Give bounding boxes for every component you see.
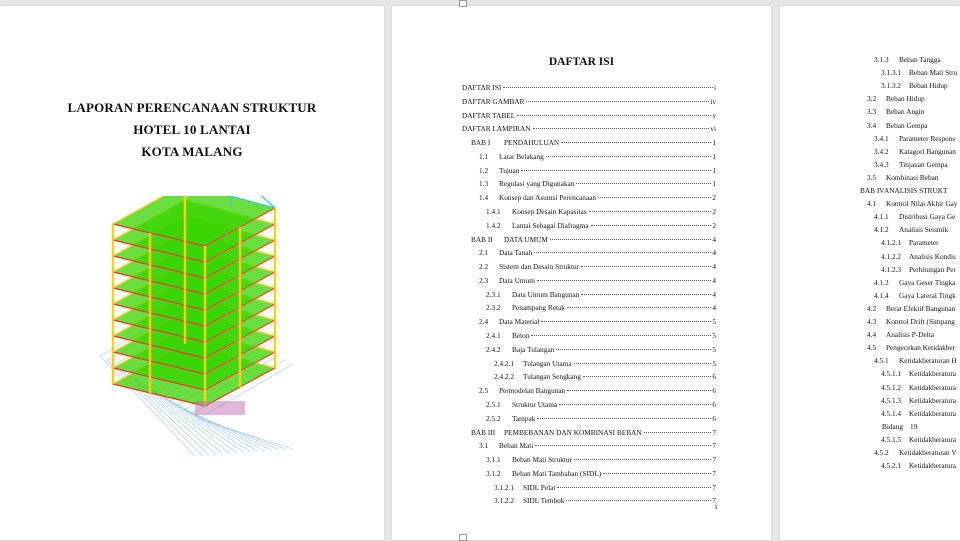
toc-entry-title: Beban Mati Tambahan (SIDL) (512, 468, 602, 478)
toc-entry-title: Beban Hidup (886, 94, 925, 104)
toc-entry[interactable] (874, 224, 948, 235)
toc-entry[interactable] (479, 275, 716, 286)
toc-entry-number: 4.5.2 (874, 448, 889, 457)
toc-entry-title: Beban Mati Stru (909, 68, 958, 78)
toc-leader-dots (583, 376, 711, 377)
toc-entry[interactable] (881, 382, 956, 393)
toc-entry[interactable] (881, 251, 956, 262)
toc-entry-title: DAFTAR TABEL (462, 110, 516, 120)
toc-continued-page (780, 6, 960, 540)
toc-entry-title: Beban Angin (886, 107, 925, 117)
toc-entry-number: 3.1.2 (486, 468, 501, 478)
toc-entry-number: 4.5.2.1 (881, 461, 902, 471)
toc-entry[interactable] (462, 110, 716, 121)
toc-entry[interactable] (881, 434, 956, 445)
toc-entry-number: 4.5.1.1 (881, 369, 902, 379)
toc-entry-number: 2.5.1 (486, 399, 501, 409)
toc-entry-title: Gaya Lateral Tingk (899, 290, 956, 300)
toc-entry-title: Parameter Respons (899, 133, 956, 143)
toc-entry[interactable] (486, 289, 716, 300)
toc-entry-number: 2.5 (479, 386, 489, 396)
cover-title-line3: KOTA MALANG (141, 144, 243, 159)
toc-leader-dots (556, 349, 711, 350)
toc-entry[interactable] (462, 123, 716, 134)
toc-entry-title: Kontrol Nilai Akhir Gay (886, 199, 958, 209)
toc-entry-number: 3.3 (867, 107, 877, 117)
toc-entry-title: Ketidakberaturan H (899, 356, 957, 366)
toc-entry-page: 7 (712, 441, 716, 451)
toc-entry[interactable] (874, 159, 948, 170)
toc-entry-title: Lantai Sebagai Diafragma (512, 220, 589, 230)
toc-entry-page: 4 (712, 303, 716, 313)
toc-entry[interactable] (494, 358, 716, 369)
toc-leader-dots (644, 432, 712, 433)
toc-entry[interactable] (486, 399, 716, 410)
toc-entry-number: 4.5.1.4 (881, 408, 902, 418)
toc-entry[interactable] (867, 342, 955, 353)
toc-entry[interactable] (881, 67, 957, 78)
toc-entry[interactable] (462, 82, 716, 93)
page-number: i (715, 502, 718, 511)
toc-entry-title: Regulasi yang Digunakan (499, 179, 575, 189)
toc-entry-number: BAB I (471, 138, 491, 148)
toc-leader-dots (576, 183, 711, 184)
toc-entry-title: Data Tanah (499, 248, 533, 258)
toc-entry[interactable] (486, 413, 716, 424)
toc-leader-dots (567, 390, 711, 391)
toc-entry-title: Ketidakberatura (909, 395, 956, 405)
toc-entry[interactable] (494, 482, 716, 493)
toc-entry-title: Beban Mati (499, 441, 534, 451)
toc-entry-number: 3.4.1 (874, 133, 889, 143)
toc-entry-title: Data Umum (499, 275, 535, 285)
toc-entry-number: 4.5.1 (874, 356, 889, 366)
toc-entry-number: 4.5.1.2 (881, 382, 902, 392)
toc-entry-title: Ketidakberatura (909, 408, 956, 418)
toc-entry-number: 4.1.1 (874, 212, 889, 222)
toc-entry[interactable] (479, 385, 716, 396)
toc-entry-title: Ketidakberatura (909, 369, 956, 379)
toc-entry-title: Konsep Desain Kapasitas (512, 207, 587, 217)
toc-entry-number: 3.4.2 (874, 146, 889, 156)
toc-entry-number: 4.5.1.5 (881, 434, 902, 444)
toc-entry-title: Beban Tangga (899, 55, 941, 64)
toc-leader-dots (557, 487, 711, 488)
toc-leader-dots (598, 197, 711, 198)
toc-entry-page: 2 (712, 193, 716, 203)
toc-entry-page: 6 (712, 386, 716, 396)
toc-entry[interactable] (874, 146, 956, 157)
toc-entry-number: 1.4.2 (486, 220, 501, 230)
toc-entry[interactable] (867, 329, 934, 340)
toc-entry-title: Distribusi Gaya Ge (899, 212, 956, 222)
toc-entry-number: 2.4.1 (486, 331, 501, 341)
toc-entry-page: 4 (712, 262, 716, 272)
toc-entry[interactable] (867, 198, 958, 209)
toc-entry[interactable] (479, 178, 716, 189)
toc-entry-number: 2.4.2 (486, 344, 501, 354)
toc-leader-dots (517, 115, 711, 116)
toc-leader-dots (541, 321, 711, 322)
toc-entry-title: Ketidakberaturan V (899, 448, 957, 457)
toc-leader-dots (546, 156, 712, 157)
toc-entry-title: Penampang Retak (512, 303, 565, 313)
toc-entry[interactable] (874, 277, 955, 288)
toc-entry[interactable] (486, 454, 716, 465)
toc-entry-page: 5 (712, 317, 716, 327)
toc-entry[interactable] (881, 460, 956, 471)
toc-entry-number: BAB III (471, 427, 496, 437)
toc-leader-dots (550, 239, 712, 240)
toc-entry[interactable] (479, 440, 716, 451)
toc-entry[interactable] (486, 220, 716, 231)
toc-entry-title: Berat Efektif Bangunan (886, 303, 956, 313)
toc-entry-title: Tinjauan Gempa (899, 159, 948, 169)
toc-entry-page: 1 (712, 165, 716, 175)
toc-entry[interactable] (874, 447, 957, 458)
toc-entry-number: 4.1 (867, 199, 877, 209)
toc-entry[interactable] (860, 185, 947, 196)
toc-entry[interactable] (479, 151, 716, 162)
toc-entry-number: 1.3 (479, 179, 489, 189)
toc-entry[interactable] (881, 368, 956, 379)
toc-entry-title: Beban Hidup (909, 81, 948, 91)
toc-entry-number: 3.1 (479, 441, 489, 451)
toc-entry-title: Ketidakberatura (909, 461, 956, 471)
toc-entry-number: 2.5.2 (486, 413, 501, 423)
cover-title-line2: HOTEL 10 LANTAI (133, 122, 251, 137)
toc-entry-page: 7 (712, 482, 716, 492)
toc-entry[interactable] (486, 468, 716, 479)
toc-entry[interactable] (881, 80, 948, 91)
toc-entry-title: Analisis P-Delta (886, 330, 935, 340)
toc-entry-number: 1.4 (479, 193, 489, 203)
toc-entry[interactable] (881, 408, 956, 419)
toc-entry-number: 2.3 (479, 275, 489, 285)
toc-entry[interactable] (867, 120, 928, 131)
toc-entry[interactable] (867, 172, 939, 183)
toc-leader-dots (537, 280, 711, 281)
toc-entry-page: 2 (712, 220, 716, 230)
toc-entry[interactable] (462, 96, 716, 107)
toc-entry-number: 3.4 (867, 120, 877, 130)
toc-entry-number: 3.5 (867, 172, 877, 182)
toc-entry-number: 2.3.1 (486, 289, 501, 299)
toc-entry[interactable] (867, 303, 955, 314)
building-3d-model-image (95, 196, 295, 461)
toc-entry-page: 7 (712, 468, 716, 478)
toc-entry-title: Struktur Utama (512, 399, 558, 409)
toc-entry-title: Beban Gempa (886, 120, 928, 130)
toc-entry-title: Permodelan Bangunan (499, 386, 566, 396)
toc-entry[interactable] (479, 247, 716, 258)
toc-entry-number: 4.3 (867, 317, 877, 326)
toc-entry-title: SIDL Tembok (523, 496, 565, 506)
toc-entry-number: 3.1.3.1 (881, 68, 902, 78)
toc-entry-number: 3.1.2.1 (494, 482, 515, 492)
toc-entry[interactable] (471, 234, 716, 245)
toc-entry[interactable] (881, 395, 956, 406)
toc-entry-title: Tulangan Sengkang (523, 372, 581, 382)
toc-entry[interactable] (882, 421, 917, 432)
toc-entry[interactable] (867, 106, 924, 117)
toc-entry-title: PENDAHULUAN (504, 138, 560, 148)
toc-leader-dots (574, 363, 712, 364)
toc-entry-page: 1 (712, 138, 716, 148)
toc-entry-page: v (712, 110, 716, 120)
toc-leader-dots (561, 142, 711, 143)
toc-entry-page: 5 (712, 331, 716, 341)
foundation (195, 401, 245, 415)
toc-entry-title: Kombinasi Beban (886, 172, 939, 182)
toc-entry-number: 3.2 (867, 94, 877, 104)
toc-entry-title: Tulangan Utama (523, 358, 572, 368)
toc-entry-title: Konsep dan Asumsi Perencanaan (499, 193, 597, 203)
toc-leader-dots (603, 473, 711, 474)
toc-entry[interactable] (874, 133, 955, 144)
toc-entry-number: 4.1.2.1 (881, 238, 902, 248)
toc-entry-title: Ketidakberatura (909, 382, 956, 392)
toc-entry-page: 6 (712, 413, 716, 423)
toc-entry-title: Latar Belakang (499, 151, 544, 161)
toc-entry-number: BAB II (471, 234, 493, 244)
toc-entry-number: Bidang (882, 421, 904, 431)
toc-leader-dots (581, 294, 711, 295)
toc-leader-dots (559, 404, 711, 405)
toc-entry[interactable] (486, 344, 716, 355)
toc-entry[interactable] (867, 316, 955, 327)
toc-entry-title: SIDL Pelat (523, 482, 556, 492)
toc-entry-title: Ketidakberatura (909, 434, 956, 444)
toc-entry-title: Analisis Kondis (909, 251, 956, 261)
toc-entry[interactable] (486, 302, 716, 313)
toc-entry-title: Analisis Seismik (899, 225, 949, 235)
toc-entry-title: Kontrol Drift (Simpang (886, 317, 955, 326)
toc-entry-title: DAFTAR GAMBAR (462, 96, 525, 106)
toc-entry-number: 3.1.3.2 (881, 81, 902, 91)
toc-entry-page: 4 (712, 234, 716, 244)
toc-entry[interactable] (867, 93, 925, 104)
toc-entry[interactable] (494, 371, 716, 382)
toc-leader-dots (535, 445, 711, 446)
toc-entry-title: ANALISIS STRUKT (884, 186, 948, 195)
toc-heading: DAFTAR ISI (548, 56, 615, 68)
toc-entry-page: 7 (712, 496, 716, 506)
toc-entry-number: 4.1.4 (874, 290, 889, 300)
toc-entry[interactable] (494, 495, 716, 506)
cover-title-line1: LAPORAN PERENCANAAN STRUKTUR (67, 100, 317, 115)
toc-entry-number: 3.1.3 (874, 55, 889, 64)
toc-list (392, 6, 771, 540)
toc-page (392, 6, 771, 540)
toc-entry-title: Tujuan (499, 165, 520, 175)
toc-entry-title: Gaya Geser Tingka (899, 277, 956, 287)
toc-entry-number: 4.1.2 (874, 225, 889, 235)
toc-entry-page: 4 (712, 275, 716, 285)
toc-entry[interactable] (874, 290, 956, 301)
cover-page (0, 6, 384, 540)
toc-entry-number: 4.5 (867, 343, 877, 353)
toc-entry-page: 7 (712, 427, 716, 437)
toc-entry[interactable] (479, 316, 716, 327)
toc-entry-page: 1 (712, 179, 716, 189)
toc-leader-dots (574, 459, 711, 460)
toc-entry-title: Data Material (499, 317, 540, 327)
toc-entry-title: DATA UMUM (504, 234, 548, 244)
toc-leader-dots (526, 101, 709, 102)
toc-leader-dots (567, 307, 711, 308)
toc-leader-dots (534, 252, 711, 253)
toc-entry-title: Pengecekan Ketidakber (886, 343, 956, 353)
toc-entry-number: 3.4.3 (874, 159, 889, 169)
toc-entry[interactable] (479, 192, 716, 203)
toc-entry-title: 19 (910, 421, 918, 431)
page-break-marker (459, 0, 467, 7)
toc-entry-number: 1.1 (479, 151, 489, 161)
toc-entry-number: 2.3.2 (486, 303, 501, 313)
toc-leader-dots (537, 418, 711, 419)
toc-leader-dots (581, 266, 711, 267)
toc-entry-title: PEMBEBANAN DAN KOMBINASI BEBAN (504, 427, 642, 437)
toc-entry-number: 4.1.2.2 (881, 251, 902, 261)
toc-entry-number: BAB IV (860, 186, 885, 195)
toc-entry[interactable] (874, 355, 957, 366)
toc-entry-number: 1.2 (479, 165, 489, 175)
toc-leader-dots (533, 128, 710, 129)
toc-entry[interactable] (486, 330, 716, 341)
toc-entry-title: DAFTAR ISI (462, 83, 502, 92)
toc-entry-page: 1 (712, 151, 716, 161)
toc-entry-number: 4.1.2.3 (881, 264, 902, 274)
toc-entry-number: 3.1.2.2 (494, 496, 515, 506)
toc-leader-dots (521, 170, 711, 171)
toc-entry-page: iv (710, 96, 716, 106)
toc-entry[interactable] (874, 54, 941, 65)
toc-entry-title: Tampak (512, 413, 536, 423)
toc-entry-number: 3.1.1 (486, 455, 501, 465)
toc-entry-page: i (713, 83, 716, 92)
toc-entry[interactable] (471, 137, 716, 148)
toc-leader-dots (531, 335, 711, 336)
toc-leader-dots (503, 87, 713, 88)
toc-entry-number: 4.2 (867, 303, 877, 313)
toc-entry-page: vi (710, 124, 716, 134)
toc-entry-page: 2 (712, 207, 716, 217)
toc-entry-title: Beban Mati Struktur (512, 455, 572, 465)
toc-entry-title: Parameter (909, 238, 939, 248)
toc-entry-number: 2.4.2.1 (494, 358, 515, 368)
toc-entry-number: 2.1 (479, 248, 489, 258)
toc-entry-title: DAFTAR LAMPIRAN (462, 124, 531, 134)
toc-entry-title: Data Umum Bangunan (512, 289, 580, 299)
toc-entry-title: Sistem dan Desain Struktur (499, 262, 580, 272)
toc-entry-page: 4 (712, 289, 716, 299)
toc-entry-page: 5 (712, 358, 716, 368)
toc-entry-title: Baja Tulangan (512, 344, 555, 354)
toc-entry[interactable] (479, 261, 716, 272)
toc-entry[interactable] (471, 427, 716, 438)
toc-entry[interactable] (881, 237, 939, 248)
toc-leader-dots (589, 211, 712, 212)
toc-entry-title: Beton (512, 331, 530, 341)
toc-entry-number: 2.4.2.2 (494, 372, 515, 382)
toc-entry-number: 2.4 (479, 317, 489, 327)
toc-entry[interactable] (486, 206, 716, 217)
toc-entry[interactable] (479, 165, 716, 176)
toc-entry-number: 4.1.3 (874, 277, 889, 287)
toc-entry-title: Perhitungan Per (909, 264, 956, 274)
toc-entry-page: 5 (712, 344, 716, 354)
toc-entry-page: 4 (712, 248, 716, 258)
toc-entry-page: 6 (712, 399, 716, 409)
toc-entry[interactable] (881, 264, 956, 275)
toc-entry-page: 7 (712, 455, 716, 465)
toc-leader-dots (591, 225, 712, 226)
toc-entry-number: 4.5.1.3 (881, 395, 902, 405)
toc-entry-page: 6 (712, 372, 716, 382)
building-structure (113, 196, 275, 415)
toc-leader-dots (566, 500, 711, 501)
toc-entry-number: 1.4.1 (486, 207, 501, 217)
toc-entry-title: Katagori Bangunan (899, 146, 956, 156)
toc-entry-number: 2.2 (479, 262, 489, 272)
toc-entry[interactable] (874, 211, 955, 222)
toc-entry-number: 4.4 (867, 330, 877, 340)
